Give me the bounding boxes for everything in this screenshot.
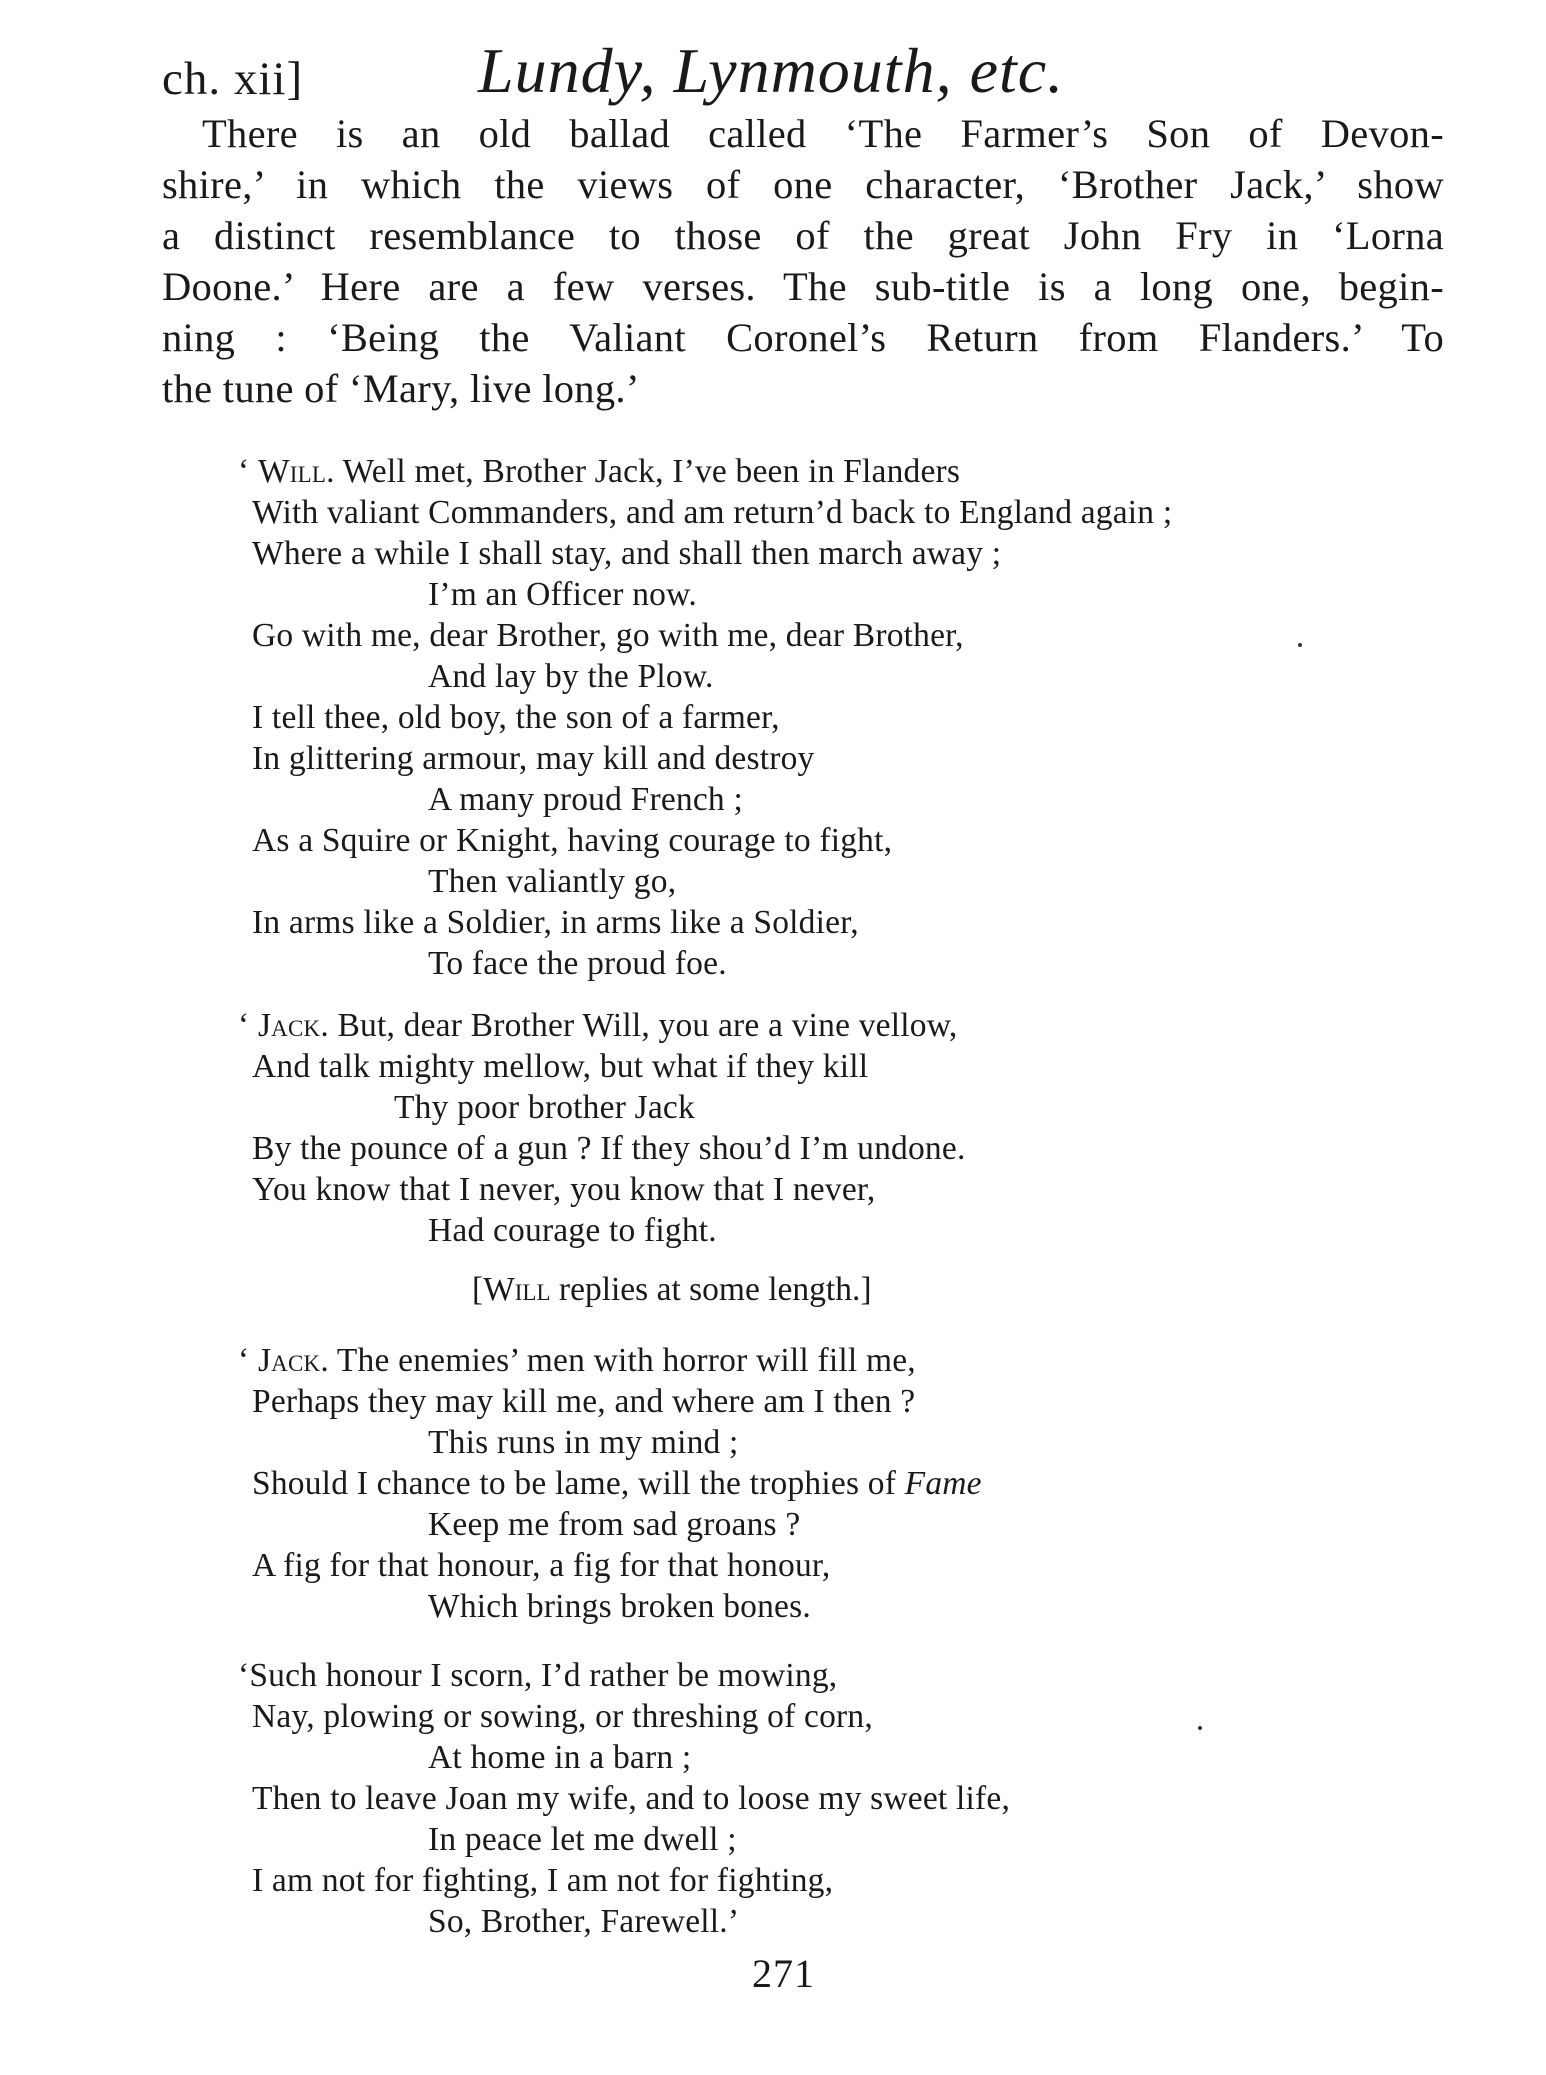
verse-line: By the pounce of a gun ? If they shou’d I’m undone.	[252, 1130, 966, 1167]
verse-line: ‘Such honour I scorn, I’d rather be mowing,	[238, 1657, 838, 1694]
intro-line: Doone.’ Here are a few verses. The sub-title is a long one, begin-	[162, 264, 1444, 309]
verse-line: Thy poor brother Jack	[394, 1089, 695, 1126]
verse-line: With valiant Commanders, and am return’d back to England again ;	[252, 494, 1173, 531]
verse-line: Go with me, dear Brother, go with me, dear Brother,	[252, 617, 964, 654]
verse-stanza-closing	[238, 1655, 1452, 1942]
verse-line: This runs in my mind ;	[428, 1424, 739, 1461]
page-number: 271	[752, 1951, 815, 1996]
verse-line: In arms like a Soldier, in arms like a Soldier,	[252, 904, 859, 941]
speaker-name: Will	[483, 1271, 551, 1308]
verse-line: Nay, plowing or sowing, or threshing of corn,	[252, 1698, 873, 1735]
verse-line: As a Squire or Knight, having courage to fight,	[252, 822, 893, 859]
chapter-reference: ch. xii]	[162, 53, 304, 105]
verse-stanza-will	[238, 451, 1452, 984]
verse-line	[238, 1005, 1452, 1046]
stage-direction	[472, 1271, 872, 1309]
intro-line: shire,’ in which the views of one character, ‘Brother Jack,’ show	[162, 162, 1444, 207]
verse-line: You know that I never, you know that I never,	[252, 1171, 876, 1208]
verse-line: So, Brother, Farewell.’	[428, 1903, 740, 1940]
intro-paragraph	[162, 108, 1444, 414]
verse-line: And lay by the Plow.	[428, 658, 714, 695]
verse-line: I’m an Officer now.	[428, 576, 697, 613]
stage-direction-bracket: [	[472, 1271, 484, 1308]
verse-line: Had courage to fight.	[428, 1212, 717, 1249]
opening-quote: ‘	[238, 453, 258, 490]
verse-line	[238, 451, 1452, 492]
verse-line: Then to leave Joan my wife, and to loose my sweet life,	[252, 1780, 1011, 1817]
verse-line-text: Well met, Brother Jack, I’ve been in Flanders	[334, 453, 961, 490]
verse-line: Which brings broken bones.	[428, 1588, 811, 1625]
italic-word: Fame	[904, 1465, 982, 1502]
verse-line: Where a while I shall stay, and shall then march away ;	[252, 535, 1002, 572]
intro-line: the tune of ‘Mary, live long.’	[162, 366, 640, 411]
speaker-name: Will.	[257, 453, 335, 490]
speaker-name: Jack.	[257, 1342, 329, 1379]
stage-direction-text: replies at some length.]	[550, 1271, 872, 1308]
verse-line: In glittering armour, may kill and destroy	[252, 740, 815, 777]
print-speck	[1198, 1726, 1202, 1730]
verse-line: Then valiantly go,	[428, 863, 677, 900]
verse-line: Perhaps they may kill me, and where am I then ?	[252, 1383, 916, 1420]
verse-line: I am not for fighting, I am not for fighting,	[252, 1862, 834, 1899]
verse-line: To face the proud foe.	[428, 945, 727, 982]
verse-line-text: The enemies’ men with horror will fill me,	[328, 1342, 916, 1379]
intro-line: ning : ‘Being the Valiant Coronel’s Return from Flanders.’ To	[162, 315, 1444, 360]
verse-line: At home in a barn ;	[428, 1739, 692, 1776]
verse-stanza-jack	[238, 1005, 1452, 1251]
verse-line: I tell thee, old boy, the son of a farmer,	[252, 699, 780, 736]
verse-line	[252, 1463, 1452, 1504]
verse-line-text: But, dear Brother Will, you are a vine vellow,	[328, 1007, 958, 1044]
intro-line: There is an old ballad called ‘The Farmer’s Son of Devon-	[202, 111, 1444, 156]
running-title: Lundy, Lynmouth, etc.	[478, 35, 1065, 106]
opening-quote: ‘	[238, 1007, 258, 1044]
opening-quote: ‘	[238, 1342, 258, 1379]
verse-stanza-jack-second	[238, 1340, 1452, 1627]
verse-line: A many proud French ;	[428, 781, 743, 818]
print-speck	[1298, 643, 1302, 647]
verse-line: Keep me from sad groans ?	[428, 1506, 801, 1543]
verse-line: In peace let me dwell ;	[428, 1821, 737, 1858]
verse-line	[238, 1340, 1452, 1381]
intro-line: a distinct resemblance to those of the great John Fry in ‘Lorna	[162, 213, 1444, 258]
verse-line-text: Should I chance to be lame, will the trophies of	[252, 1465, 905, 1502]
verse-line: And talk mighty mellow, but what if they kill	[252, 1048, 869, 1085]
speaker-name: Jack.	[257, 1007, 329, 1044]
verse-line: A fig for that honour, a fig for that honour,	[252, 1547, 831, 1584]
